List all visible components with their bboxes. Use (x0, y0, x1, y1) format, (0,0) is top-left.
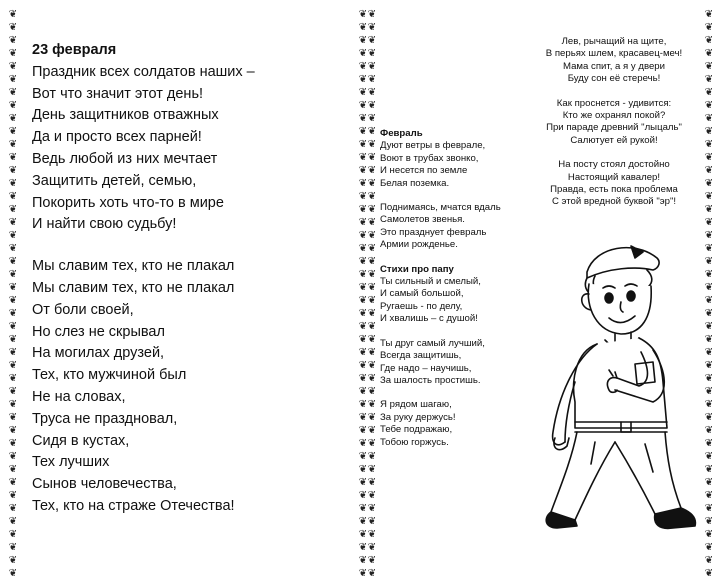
poem-line: Тобою горжусь. (380, 436, 449, 448)
poem-line: Армии рожденье. (380, 239, 458, 251)
center-right-ornamental-border: ❦ ❦ ❦ ❦ ❦ ❦ ❦ ❦ ❦ ❦ ❦ ❦ ❦ ❦ ❦ ❦ ❦ ❦ ❦ ❦ ❦ ❦ ❦ ❦ ❦ ❦ ❦ ❦ ❦ ❦ ❦ ❦ ❦ ❦ ❦ ❦ ❦ ❦ ❦ ❦ ❦ ❦ ❦ ❦ (367, 9, 377, 579)
poem-line: Салютует ей рукой! (570, 134, 658, 146)
left-ornamental-border: ❦ ❦ ❦ ❦ ❦ ❦ ❦ ❦ ❦ ❦ ❦ ❦ ❦ ❦ ❦ ❦ ❦ ❦ ❦ ❦ ❦ ❦ ❦ ❦ ❦ ❦ ❦ ❦ ❦ ❦ ❦ ❦ ❦ ❦ ❦ ❦ ❦ ❦ ❦ ❦ ❦ ❦ ❦ ❦ (8, 9, 18, 579)
poem-line: При параде древний "лыцаль" (546, 122, 682, 134)
poem-line: Как проснется - удивится: (556, 97, 672, 109)
poem-stanza-2 (32, 256, 357, 518)
poem-line: И самый большой, (380, 288, 464, 300)
poem-lion-stanza-1 (528, 36, 700, 86)
poem-line: Настоящий кавалер! (567, 171, 661, 183)
poem-line: Где надо – научишь, (380, 362, 472, 374)
poem-line: Но слез не скрывал (32, 323, 165, 340)
poem-line: Тебе подражаю, (380, 424, 453, 436)
poem-line: Ругаешь - по делу, (380, 300, 463, 312)
poem-line: Дуют ветры в феврале, (380, 140, 486, 152)
poems-middle-column (380, 128, 525, 449)
poem-line: Мы славим тех, кто не плакал (32, 279, 235, 296)
poem-line: Защитить детей, семью, (32, 172, 197, 189)
poem-line: С этой вредной буквой "эр"! (551, 196, 677, 208)
poem-line: Тех, кто на страже Отечества! (32, 497, 235, 514)
poem-line: И найти свою судьбу! (32, 216, 177, 233)
poem-line: Вот что значит этот день! (32, 85, 204, 102)
poem-line: За руку держусь! (380, 411, 456, 423)
poem-dad-title: Стихи про папу (380, 263, 454, 275)
poem-line: За шалость простишь. (380, 374, 481, 386)
poem-line: Правда, есть пока проблема (550, 184, 678, 196)
poem-title: 23 февраля (32, 42, 117, 58)
poem-line: И несется по земле (380, 165, 468, 177)
poem-february-title: Февраль (380, 128, 423, 139)
poem-line: Сынов человечества, (32, 476, 177, 493)
center-left-ornamental-border: ❦ ❦ ❦ ❦ ❦ ❦ ❦ ❦ ❦ ❦ ❦ ❦ ❦ ❦ ❦ ❦ ❦ ❦ ❦ ❦ ❦ ❦ ❦ ❦ ❦ ❦ ❦ ❦ ❦ ❦ ❦ ❦ ❦ ❦ ❦ ❦ ❦ ❦ ❦ ❦ ❦ ❦ ❦ ❦ (358, 9, 368, 579)
poem-line: Воют в трубах звонко, (380, 152, 479, 164)
poem-line: Буду сон её стеречь! (567, 73, 661, 85)
poem-line: Не на словах, (32, 388, 126, 405)
poem-line: Белая поземка. (380, 177, 450, 189)
poem-february-stanza-2 (380, 202, 525, 252)
poem-line: Сидя в кустах, (32, 432, 130, 449)
poem-line: Самолетов звенья. (380, 214, 465, 226)
poem-line: Тех лучших (32, 454, 110, 471)
poem-line: Мы славим тех, кто не плакал (32, 258, 235, 275)
poem-line: Кто же охранял покой? (562, 110, 666, 122)
poem-line: От боли своей, (32, 301, 134, 318)
poem-dad-stanza-1 (380, 264, 525, 326)
poem-line: Лев, рычащий на щите, (561, 36, 667, 47)
poem-lion-stanza-3 (528, 159, 700, 209)
poem-stanza-1 (32, 40, 357, 236)
poem-line: Поднимаясь, мчатся вдаль (380, 202, 501, 214)
poem-dad-stanza-3 (380, 399, 525, 449)
poem-lion-stanza-2 (528, 98, 700, 148)
poem-line: Ты друг самый лучший, (380, 337, 485, 349)
poem-line: Праздник всех солдатов наших – (32, 63, 255, 80)
boy-soldier-illustration (535, 232, 705, 532)
poem-line: Это празднует февраль (380, 226, 487, 238)
poem-line: День защитников отважных (32, 107, 219, 124)
poem-line: Покорить хоть что-то в мире (32, 194, 224, 211)
poem-dad-stanza-2 (380, 338, 525, 388)
poem-line: На могилах друзей, (32, 345, 165, 362)
poem-line: Я рядом шагаю, (380, 399, 452, 411)
poem-line: На посту стоял достойно (558, 159, 670, 171)
poem-line: Ты сильный и смелый, (380, 276, 481, 288)
poem-23-february (32, 40, 357, 518)
poem-line: Тех, кто мужчиной был (32, 367, 187, 384)
poem-february-stanza-1 (380, 128, 525, 190)
poem-line: В перьях шлем, красавец-меч! (545, 48, 683, 60)
poem-line: Ведь любой из них мечтает (32, 150, 218, 167)
poem-line: Всегда защитишь, (380, 350, 462, 362)
poem-line: Да и просто всех парней! (32, 129, 202, 146)
poem-line: И хвалишь – с душой! (380, 313, 478, 325)
poem-line: Труса не праздновал, (32, 410, 178, 427)
poem-right-column (528, 36, 700, 209)
right-ornamental-border: ❦ ❦ ❦ ❦ ❦ ❦ ❦ ❦ ❦ ❦ ❦ ❦ ❦ ❦ ❦ ❦ ❦ ❦ ❦ ❦ ❦ ❦ ❦ ❦ ❦ ❦ ❦ ❦ ❦ ❦ ❦ ❦ ❦ ❦ ❦ ❦ ❦ ❦ ❦ ❦ ❦ ❦ ❦ ❦ (704, 9, 714, 579)
poem-line: Мама спит, а я у двери (563, 60, 665, 72)
